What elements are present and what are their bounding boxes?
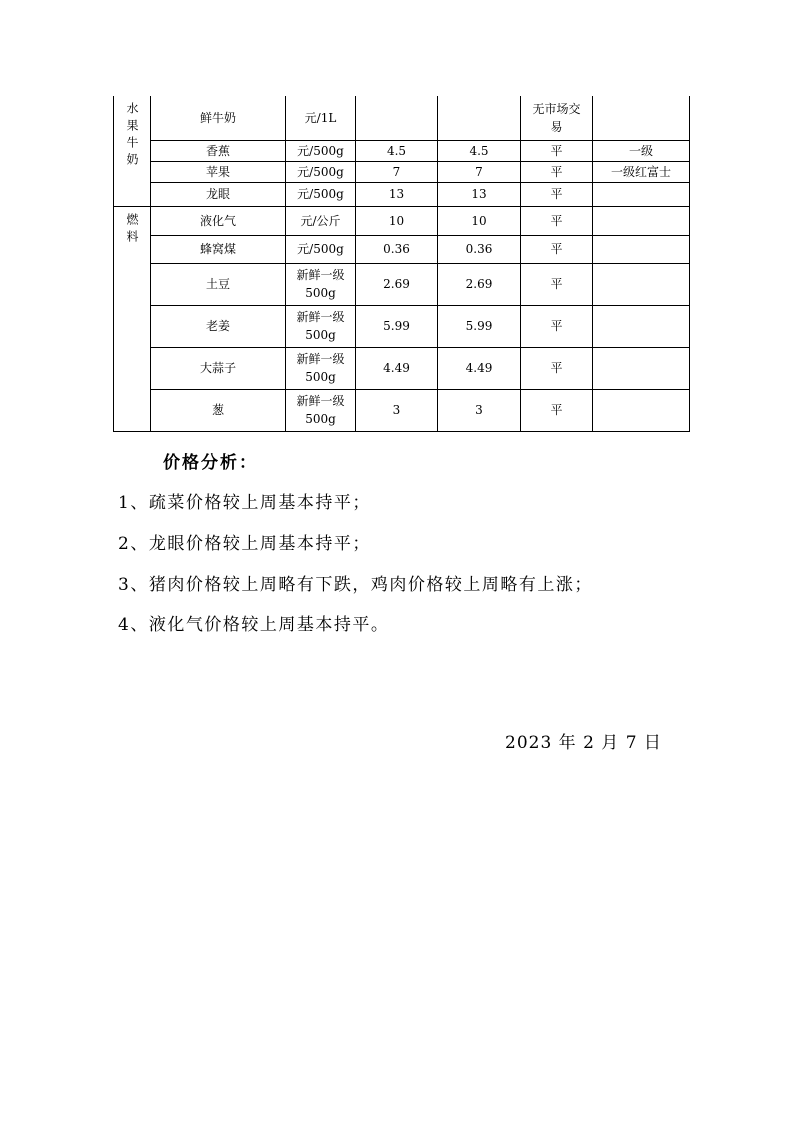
price-this-week: 4.5 bbox=[356, 140, 438, 161]
price-this-week: 2.69 bbox=[356, 263, 438, 305]
item-name: 龙眼 bbox=[151, 182, 286, 206]
item-name: 鲜牛奶 bbox=[151, 96, 286, 140]
price-this-week: 3 bbox=[356, 389, 438, 431]
item-name: 苹果 bbox=[151, 161, 286, 182]
note: 一级红富士 bbox=[593, 161, 690, 182]
table-row bbox=[114, 347, 690, 389]
table-row bbox=[114, 235, 690, 263]
note bbox=[593, 96, 690, 140]
item-name: 葱 bbox=[151, 389, 286, 431]
item-unit: 新鲜一级500g bbox=[286, 389, 356, 431]
price-this-week bbox=[356, 96, 438, 140]
analysis-item: 3、猪肉价格较上周略有下跌，鸡肉价格较上周略有上涨； bbox=[118, 575, 593, 595]
price-this-week: 13 bbox=[356, 182, 438, 206]
price-this-week: 5.99 bbox=[356, 305, 438, 347]
note bbox=[593, 235, 690, 263]
table-row bbox=[114, 96, 690, 140]
trend: 平 bbox=[521, 182, 593, 206]
item-unit: 元/500g bbox=[286, 182, 356, 206]
price-this-week: 0.36 bbox=[356, 235, 438, 263]
trend: 平 bbox=[521, 347, 593, 389]
trend: 无市场交易 bbox=[521, 96, 593, 140]
note bbox=[593, 305, 690, 347]
analysis-title: 价格分析： bbox=[163, 453, 258, 473]
trend: 平 bbox=[521, 161, 593, 182]
table-row bbox=[114, 140, 690, 161]
price-last-week: 2.69 bbox=[438, 263, 521, 305]
trend: 平 bbox=[521, 235, 593, 263]
price-last-week bbox=[438, 96, 521, 140]
analysis-item: 1、疏菜价格较上周基本持平； bbox=[118, 493, 371, 513]
price-last-week: 10 bbox=[438, 206, 521, 235]
analysis-item: 4、液化气价格较上周基本持平。 bbox=[118, 615, 390, 635]
item-name: 老姜 bbox=[151, 305, 286, 347]
analysis-item: 2、龙眼价格较上周基本持平； bbox=[118, 534, 371, 554]
item-unit: 元/公斤 bbox=[286, 206, 356, 235]
item-unit: 新鲜一级500g bbox=[286, 263, 356, 305]
category-label: 燃料 bbox=[125, 212, 139, 247]
price-last-week: 0.36 bbox=[438, 235, 521, 263]
note bbox=[593, 182, 690, 206]
table-row bbox=[114, 161, 690, 182]
table-row bbox=[114, 305, 690, 347]
price-last-week: 4.49 bbox=[438, 347, 521, 389]
price-last-week: 4.5 bbox=[438, 140, 521, 161]
table-row bbox=[114, 389, 690, 431]
category-cell bbox=[114, 96, 151, 206]
item-name: 液化气 bbox=[151, 206, 286, 235]
item-unit: 新鲜一级500g bbox=[286, 347, 356, 389]
note: 一级 bbox=[593, 140, 690, 161]
price-last-week: 13 bbox=[438, 182, 521, 206]
trend: 平 bbox=[521, 206, 593, 235]
table-row bbox=[114, 263, 690, 305]
item-unit: 元/500g bbox=[286, 235, 356, 263]
document-date: 2023 年 2 月 7 日 bbox=[505, 733, 662, 753]
price-last-week: 3 bbox=[438, 389, 521, 431]
price-this-week: 4.49 bbox=[356, 347, 438, 389]
table-row bbox=[114, 206, 690, 235]
item-name: 蜂窝煤 bbox=[151, 235, 286, 263]
trend: 平 bbox=[521, 263, 593, 305]
item-name: 大蒜子 bbox=[151, 347, 286, 389]
price-last-week: 5.99 bbox=[438, 305, 521, 347]
trend: 平 bbox=[521, 305, 593, 347]
item-unit: 元/500g bbox=[286, 161, 356, 182]
price-table bbox=[113, 96, 690, 432]
item-unit: 元/500g bbox=[286, 140, 356, 161]
item-unit: 新鲜一级500g bbox=[286, 305, 356, 347]
note bbox=[593, 263, 690, 305]
note bbox=[593, 389, 690, 431]
item-name: 香蕉 bbox=[151, 140, 286, 161]
trend: 平 bbox=[521, 140, 593, 161]
note bbox=[593, 347, 690, 389]
table-row bbox=[114, 182, 690, 206]
price-last-week: 7 bbox=[438, 161, 521, 182]
item-unit: 元/1L bbox=[286, 96, 356, 140]
price-this-week: 7 bbox=[356, 161, 438, 182]
trend: 平 bbox=[521, 389, 593, 431]
note bbox=[593, 206, 690, 235]
item-name: 土豆 bbox=[151, 263, 286, 305]
price-this-week: 10 bbox=[356, 206, 438, 235]
category-cell bbox=[114, 206, 151, 431]
category-label: 水果牛奶 bbox=[125, 102, 139, 170]
